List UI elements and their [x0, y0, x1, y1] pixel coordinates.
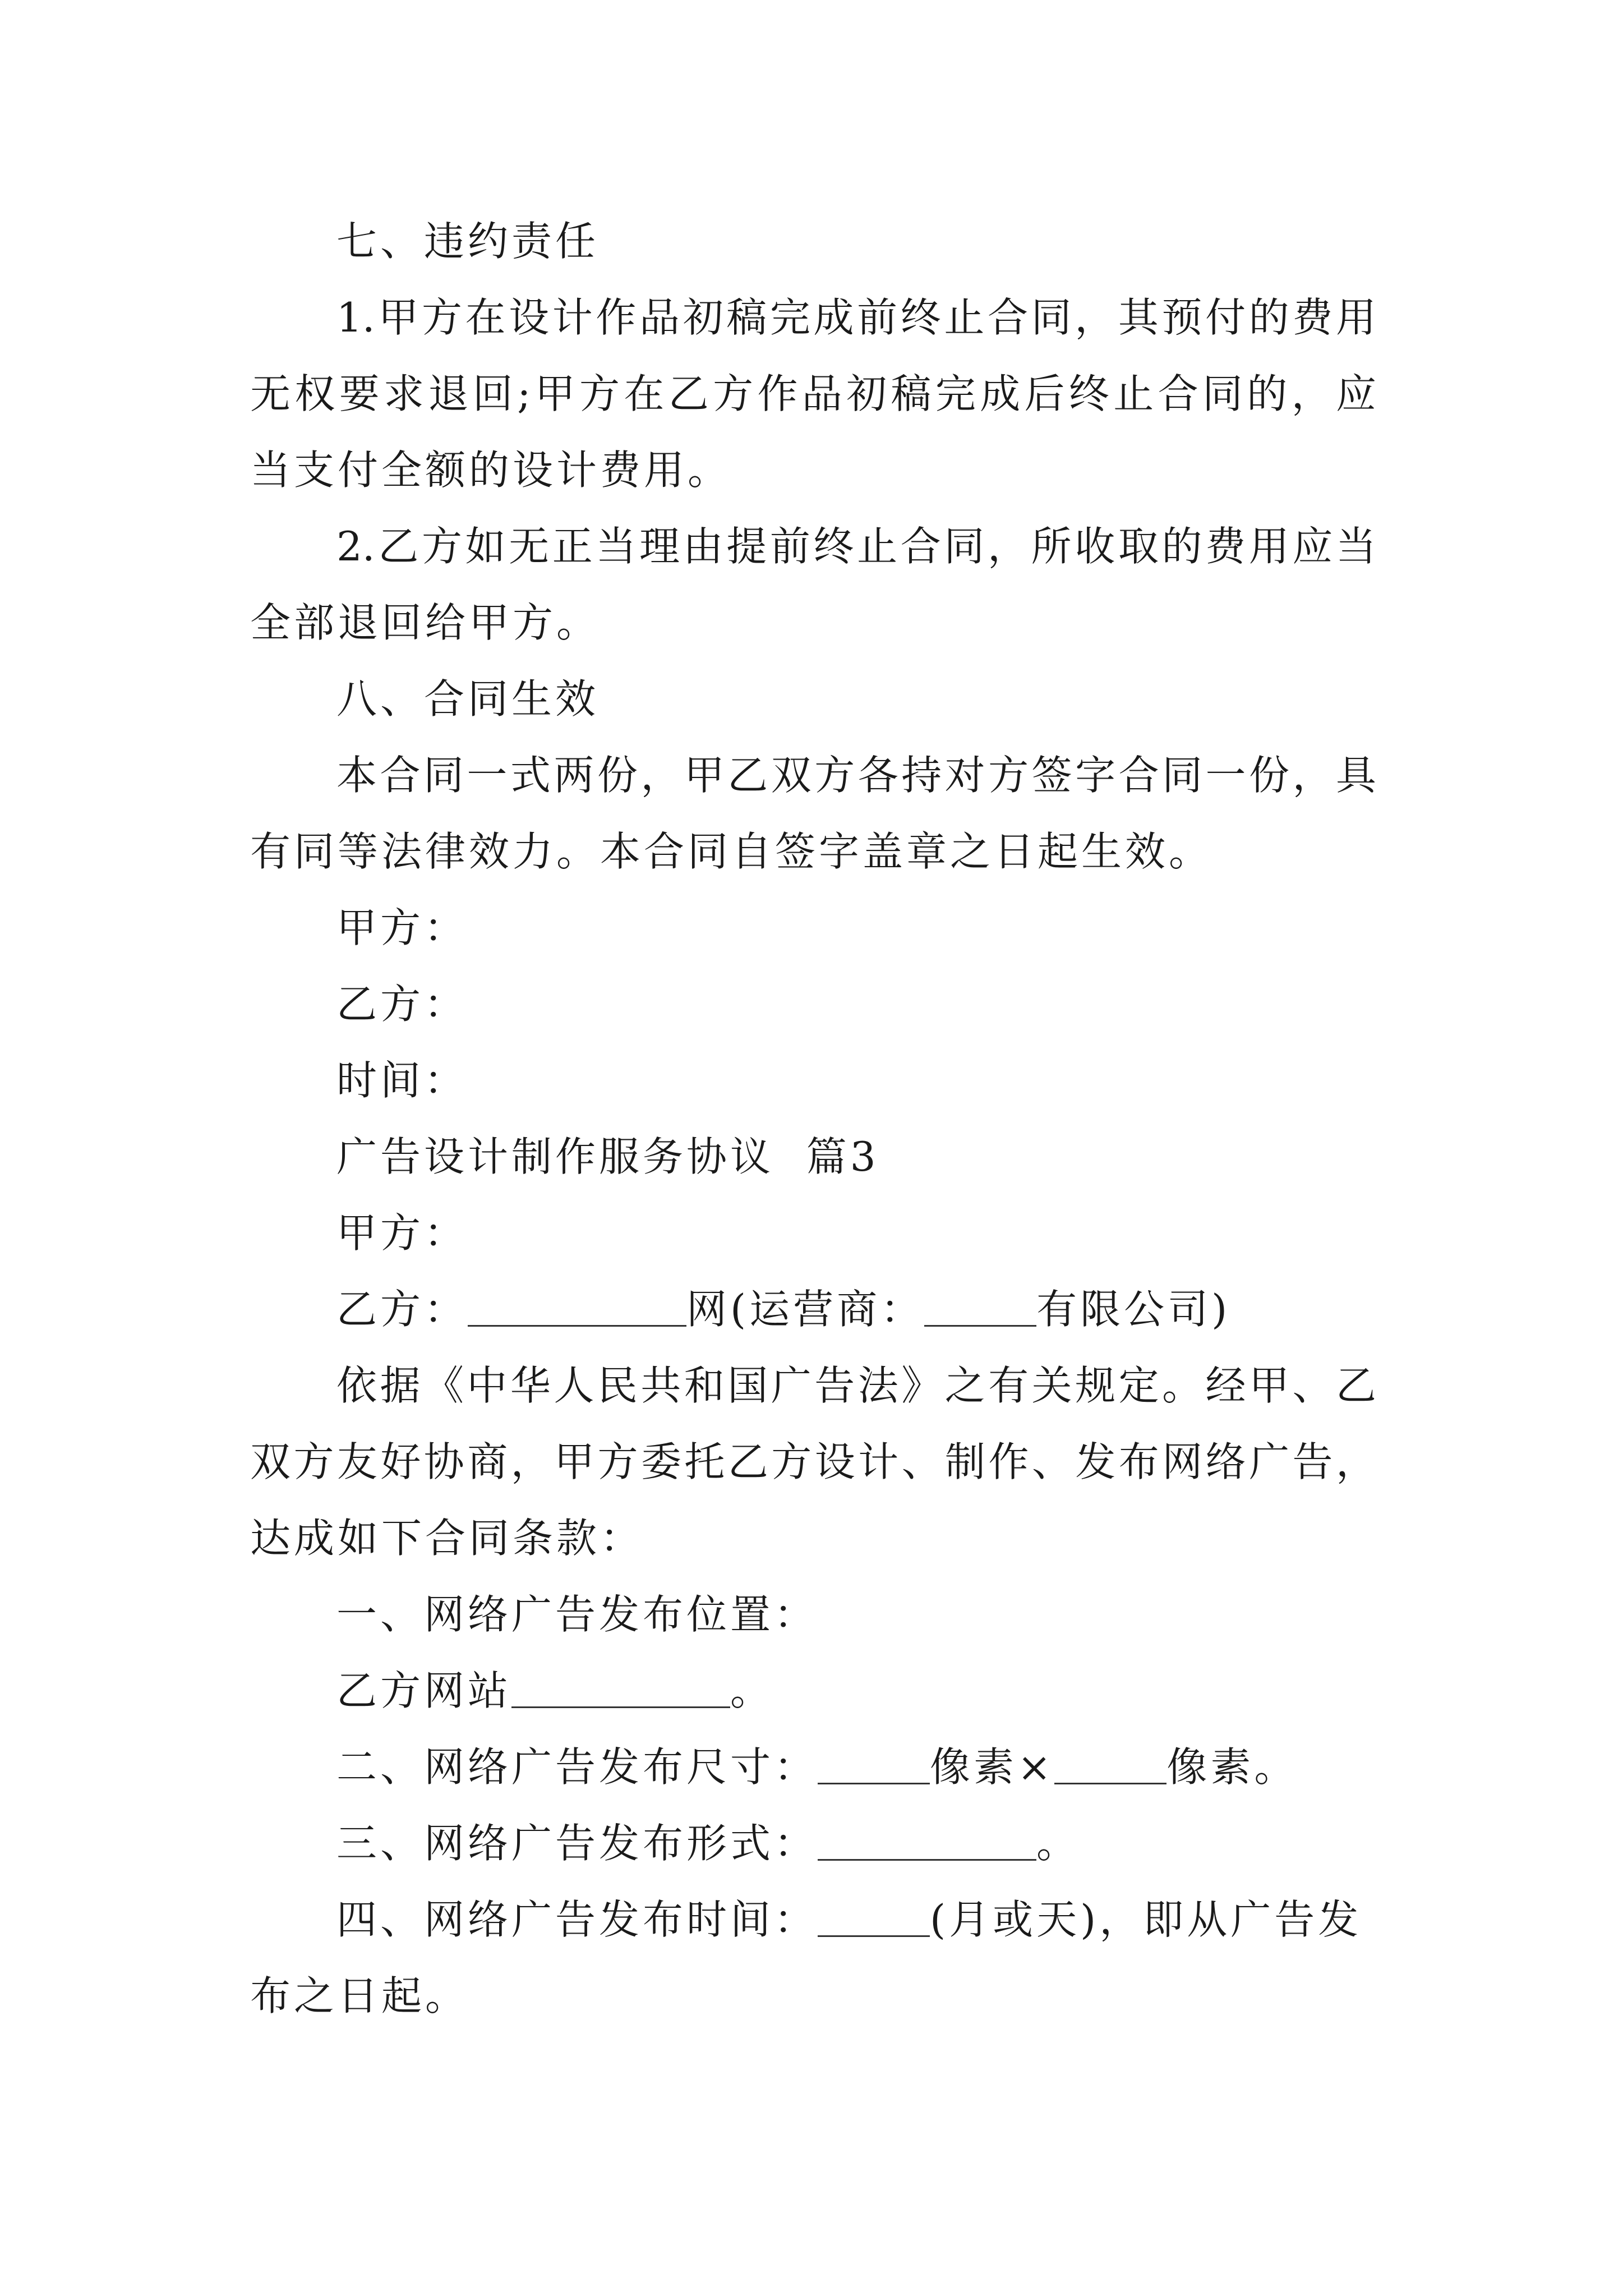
paragraph-line: 2.乙方如无正当理由提前终止合同，所收取的费用应当	[336, 523, 1376, 570]
clause-4-label: 四、网络广告发布时间：	[336, 1896, 818, 1943]
clause-4-rest: (月或天)，即从广告发	[930, 1896, 1362, 1943]
clause-3-end: 。	[1036, 1820, 1081, 1867]
paragraph-line: 全部退回给甲方。	[250, 599, 601, 646]
clause-2-label: 二、网络广告发布尺寸：	[336, 1743, 818, 1791]
paragraph-line: 依据《中华人民共和国广告法》之有关规定。经甲、乙	[336, 1362, 1376, 1409]
unit-pixel: 像素。	[1166, 1743, 1298, 1791]
party-b-operator-blank	[924, 1285, 1036, 1327]
party-b-label: 乙方：	[336, 1286, 468, 1333]
paragraph-line: 本合同一式两份，甲乙双方各持对方签字合同一份，具	[336, 752, 1376, 799]
clause-2	[336, 1740, 1298, 1794]
paragraph-line: 双方友好协商，甲方委托乙方设计、制作、发布网络广告，	[250, 1438, 1376, 1485]
party-b-company-suffix: 有限公司)	[1036, 1286, 1231, 1333]
section-heading-breach: 七、违约责任	[336, 218, 600, 265]
signature-date: 时间：	[336, 1057, 468, 1104]
party-b-operator-label: 网(运营商：	[686, 1286, 925, 1333]
clause-1-end: 。	[730, 1667, 774, 1714]
signature-party-b: 乙方：	[336, 981, 468, 1028]
paragraph-line: 达成如下合同条款：	[250, 1515, 644, 1562]
clause-4	[336, 1893, 1376, 1947]
signature-party-a: 甲方：	[336, 904, 468, 951]
clause-3-label: 三、网络广告发布形式：	[336, 1820, 818, 1867]
unit-pixel-times: 像素×	[930, 1743, 1055, 1791]
width-blank	[818, 1742, 930, 1784]
party-b-website-blank	[468, 1285, 686, 1327]
website-blank	[511, 1666, 730, 1708]
paragraph-line: 有同等法律效力。本合同自签字盖章之日起生效。	[250, 828, 1213, 875]
clause-4-continuation: 布之日起。	[250, 1972, 469, 2019]
paragraph-line: 1.甲方在设计作品初稿完成前终止合同，其预付的费用	[336, 294, 1376, 341]
format-blank	[818, 1819, 1036, 1861]
document-title: 广告设计制作服务协议 篇3	[336, 1133, 879, 1180]
party-b-line	[336, 1282, 1230, 1336]
clause-3	[336, 1816, 1080, 1870]
paragraph-line: 当支付全额的设计费用。	[250, 447, 732, 494]
clause-1-title: 一、网络广告发布位置：	[336, 1591, 818, 1638]
height-blank	[1054, 1742, 1166, 1784]
duration-blank	[818, 1895, 930, 1937]
website-label: 乙方网站	[336, 1667, 512, 1714]
party-a-label: 甲方：	[336, 1209, 468, 1257]
paragraph-line: 无权要求退回;甲方在乙方作品初稿完成后终止合同的，应	[250, 370, 1376, 417]
section-heading-effect: 八、合同生效	[336, 675, 600, 723]
clause-1-value	[336, 1664, 774, 1718]
